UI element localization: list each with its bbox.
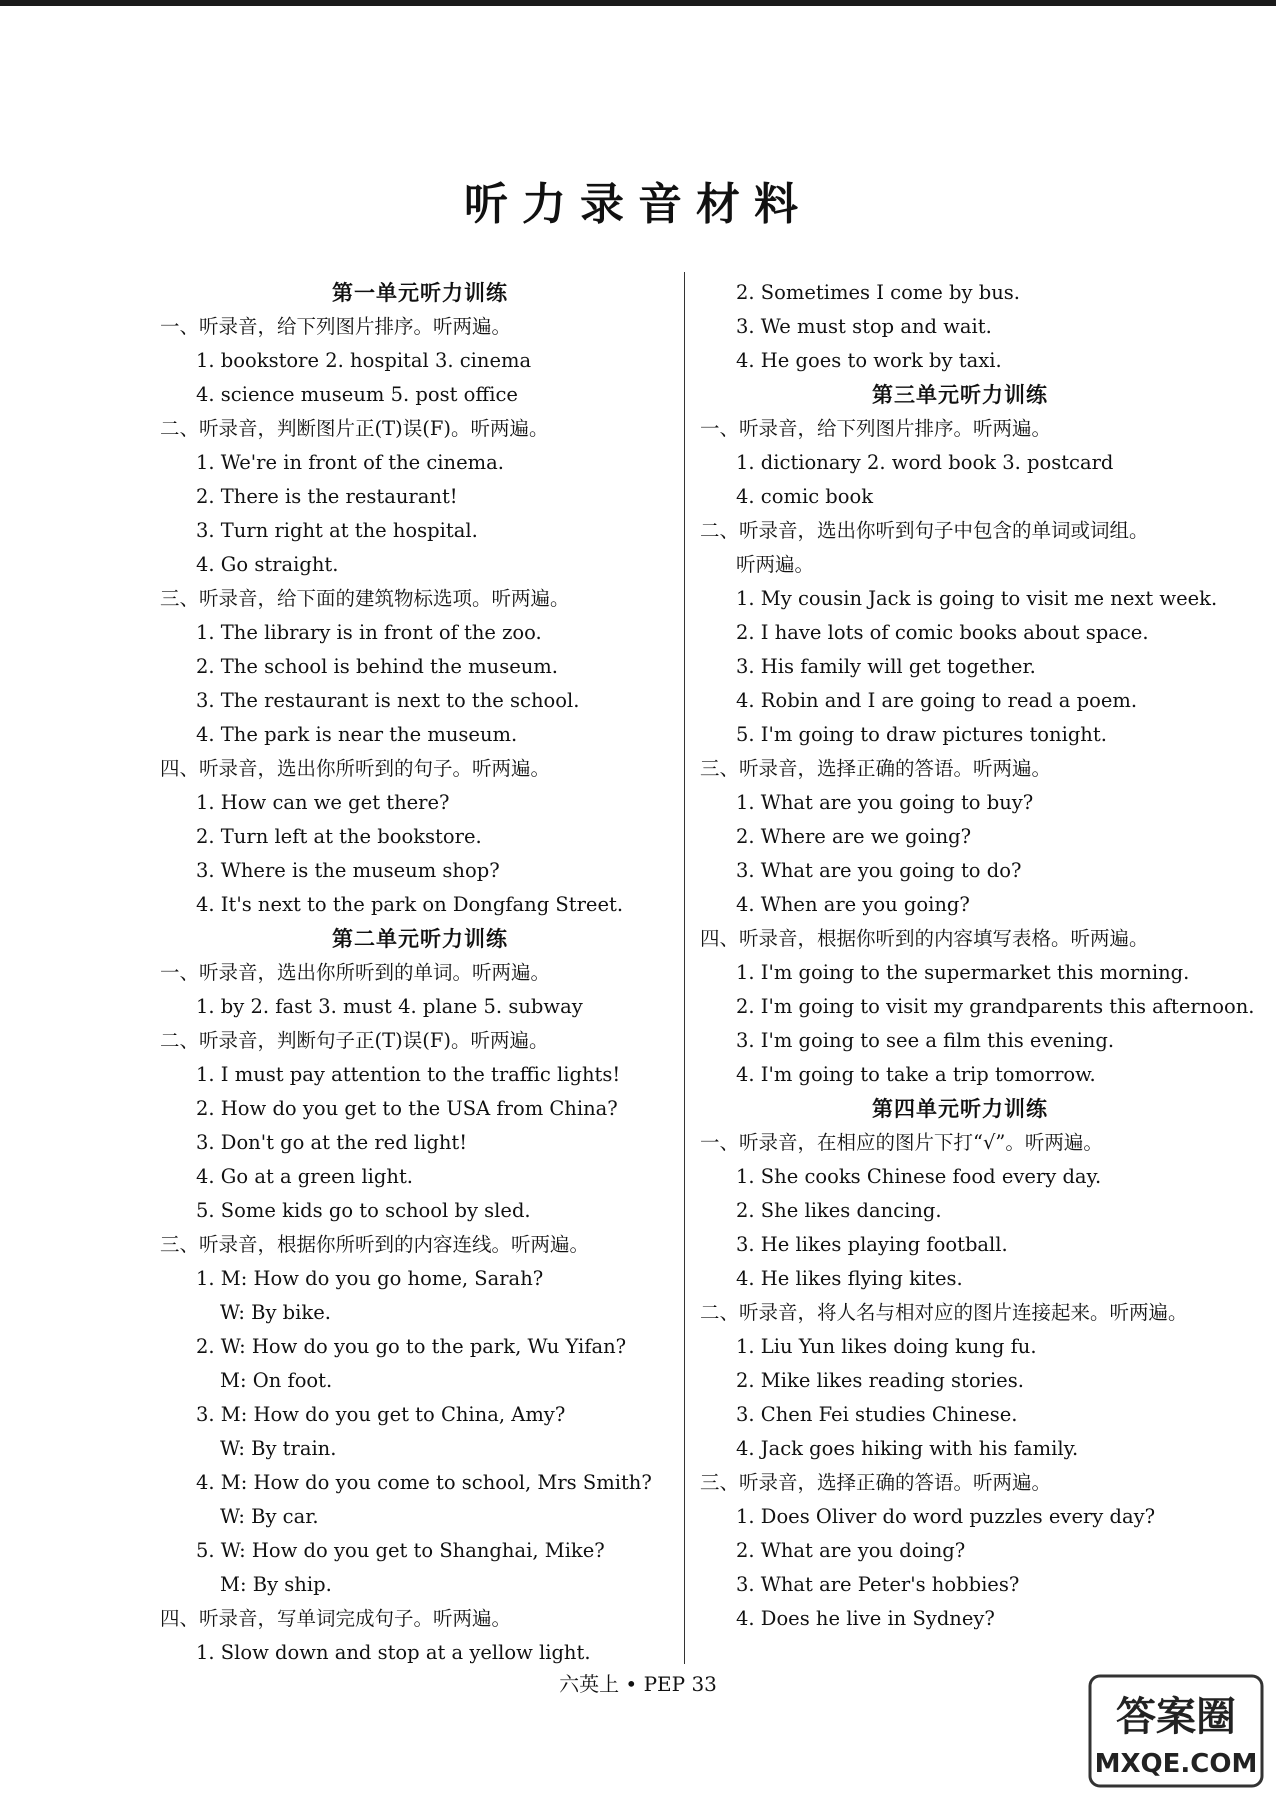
- exercise-item: 1. I'm going to the supermarket this morning.: [736, 961, 1190, 984]
- left-column: [160, 276, 680, 1670]
- exercise-item: 1. Liu Yun likes doing kung fu.: [736, 1335, 1037, 1358]
- exercise-item: 4. When are you going?: [736, 893, 970, 916]
- section-instruction: 三、听录音，给下面的建筑物标选项。听两遍。: [160, 587, 570, 610]
- exercise-item: 1. We're in front of the cinema.: [196, 451, 504, 474]
- exercise-item: 5. I'm going to draw pictures tonight.: [736, 723, 1107, 746]
- exercise-item: 2. Where are we going?: [736, 825, 972, 848]
- section-instruction: 二、听录音，将人名与相对应的图片连接起来。听两遍。: [700, 1301, 1188, 1324]
- exercise-item: 2. She likes dancing.: [736, 1199, 942, 1222]
- exercise-item: 3. We must stop and wait.: [736, 315, 992, 338]
- unit-heading: 第三单元听力训练: [872, 383, 1048, 407]
- exercise-item: 5. W: How do you get to Shanghai, Mike?: [196, 1539, 605, 1562]
- exercise-item: 4. Go straight.: [196, 553, 339, 576]
- exercise-item: 1. My cousin Jack is going to visit me next week.: [736, 587, 1218, 610]
- section-instruction: 四、听录音，选出你所听到的句子。听两遍。: [160, 757, 551, 780]
- exercise-item: 4. science museum 5. post office: [196, 383, 518, 406]
- exercise-item: 2. What are you doing?: [736, 1539, 966, 1562]
- section-instruction: 二、听录音，判断图片正(T)误(F)。听两遍。: [160, 417, 549, 440]
- page-title: 听力录音材料: [464, 179, 812, 230]
- exercise-item: 3. M: How do you get to China, Amy?: [196, 1403, 566, 1426]
- exercise-item: 2. I'm going to visit my grandparents this afternoon.: [736, 995, 1255, 1018]
- exercise-item: 4. He goes to work by taxi.: [736, 349, 1002, 372]
- svg-text:答案圈: 答案圈: [1116, 1694, 1236, 1740]
- exercise-item: W: By car.: [220, 1505, 319, 1528]
- exercise-item: 1. The library is in front of the zoo.: [196, 621, 542, 644]
- exercise-item: 4. He likes flying kites.: [736, 1267, 963, 1290]
- exercise-item: 1. I must pay attention to the traffic lights!: [196, 1063, 621, 1086]
- exercise-item: 4. It's next to the park on Dongfang Street.: [196, 893, 624, 916]
- exercise-item: 3. He likes playing football.: [736, 1233, 1008, 1256]
- exercise-item: 3. I'm going to see a film this evening.: [736, 1029, 1115, 1052]
- exercise-item: 2. The school is behind the museum.: [196, 655, 558, 678]
- section-instruction: 四、听录音，写单词完成句子。听两遍。: [160, 1607, 512, 1630]
- section-instruction: 一、听录音，在相应的图片下打“√”。听两遍。: [700, 1131, 1103, 1154]
- exercise-item: 1. She cooks Chinese food every day.: [736, 1165, 1102, 1188]
- column-divider: [684, 272, 685, 1664]
- exercise-item: 4. Jack goes hiking with his family.: [736, 1437, 1079, 1460]
- exercise-item: 4. Robin and I are going to read a poem.: [736, 689, 1138, 712]
- exercise-item: 2. I have lots of comic books about space.: [736, 621, 1149, 644]
- exercise-item: 2. Sometimes I come by bus.: [736, 281, 1020, 304]
- section-instruction: 二、听录音，选出你听到句子中包含的单词或词组。: [700, 519, 1149, 542]
- exercise-item: 1. What are you going to buy?: [736, 791, 1034, 814]
- section-instruction: 一、听录音，选出你所听到的单词。听两遍。: [160, 961, 551, 984]
- section-instruction: 二、听录音，判断句子正(T)误(F)。听两遍。: [160, 1029, 549, 1052]
- exercise-item: 4. Does he live in Sydney?: [736, 1607, 995, 1630]
- exercise-item: 4. I'm going to take a trip tomorrow.: [736, 1063, 1096, 1086]
- exercise-item: 3. Turn right at the hospital.: [196, 519, 478, 542]
- section-instruction: 三、听录音，根据你所听到的内容连线。听两遍。: [160, 1233, 590, 1256]
- exercise-item: 3. Chen Fei studies Chinese.: [736, 1403, 1018, 1426]
- exercise-item: M: On foot.: [220, 1369, 333, 1392]
- section-instruction: 三、听录音，选择正确的答语。听两遍。: [700, 1471, 1052, 1494]
- exercise-item: W: By bike.: [220, 1301, 331, 1324]
- exercise-item: 4. The park is near the museum.: [196, 723, 518, 746]
- unit-heading: 第四单元听力训练: [872, 1097, 1048, 1121]
- exercise-item: W: By train.: [220, 1437, 337, 1460]
- exercise-item: 1. M: How do you go home, Sarah?: [196, 1267, 544, 1290]
- exercise-item: 1. How can we get there?: [196, 791, 450, 814]
- exercise-item: 3. His family will get together.: [736, 655, 1036, 678]
- unit-heading: 第二单元听力训练: [332, 927, 508, 951]
- exercise-item: 2. Mike likes reading stories.: [736, 1369, 1024, 1392]
- exercise-item: 听两遍。: [736, 553, 815, 576]
- section-instruction: 一、听录音，给下列图片排序。听两遍。: [700, 417, 1052, 440]
- exercise-item: 2. How do you get to the USA from China?: [196, 1097, 618, 1120]
- page-footer: 六英上 • PEP 33: [559, 1672, 717, 1696]
- exercise-item: 1. bookstore 2. hospital 3. cinema: [196, 349, 532, 372]
- exercise-item: 4. Go at a green light.: [196, 1165, 413, 1188]
- exercise-item: 4. M: How do you come to school, Mrs Smith?: [196, 1471, 652, 1494]
- right-column: [700, 276, 1255, 1636]
- exercise-item: 2. There is the restaurant!: [196, 485, 458, 508]
- exercise-item: 2. W: How do you go to the park, Wu Yifan?: [196, 1335, 627, 1358]
- section-instruction: 四、听录音，根据你听到的内容填写表格。听两遍。: [700, 927, 1149, 950]
- exercise-item: 1. by 2. fast 3. must 4. plane 5. subway: [196, 995, 583, 1018]
- svg-text:MXQE.COM: MXQE.COM: [1094, 1749, 1258, 1779]
- top-rule: [0, 0, 1276, 6]
- exercise-item: 3. What are Peter's hobbies?: [736, 1573, 1020, 1596]
- exercise-item: 3. The restaurant is next to the school.: [196, 689, 580, 712]
- exercise-item: 3. Where is the museum shop?: [196, 859, 500, 882]
- watermark-logo: [1088, 1672, 1264, 1790]
- exercise-item: 5. Some kids go to school by sled.: [196, 1199, 531, 1222]
- exercise-item: M: By ship.: [220, 1573, 332, 1596]
- section-instruction: 三、听录音，选择正确的答语。听两遍。: [700, 757, 1052, 780]
- exercise-item: 4. comic book: [736, 485, 874, 508]
- exercise-item: 1. Does Oliver do word puzzles every day?: [736, 1505, 1156, 1528]
- exercise-item: 1. dictionary 2. word book 3. postcard: [736, 451, 1114, 474]
- exercise-item: 1. Slow down and stop at a yellow light.: [196, 1641, 591, 1664]
- unit-heading: 第一单元听力训练: [332, 281, 508, 305]
- exercise-item: 3. What are you going to do?: [736, 859, 1022, 882]
- exercise-item: 3. Don't go at the red light!: [196, 1131, 468, 1154]
- exercise-item: 2. Turn left at the bookstore.: [196, 825, 482, 848]
- section-instruction: 一、听录音，给下列图片排序。听两遍。: [160, 315, 512, 338]
